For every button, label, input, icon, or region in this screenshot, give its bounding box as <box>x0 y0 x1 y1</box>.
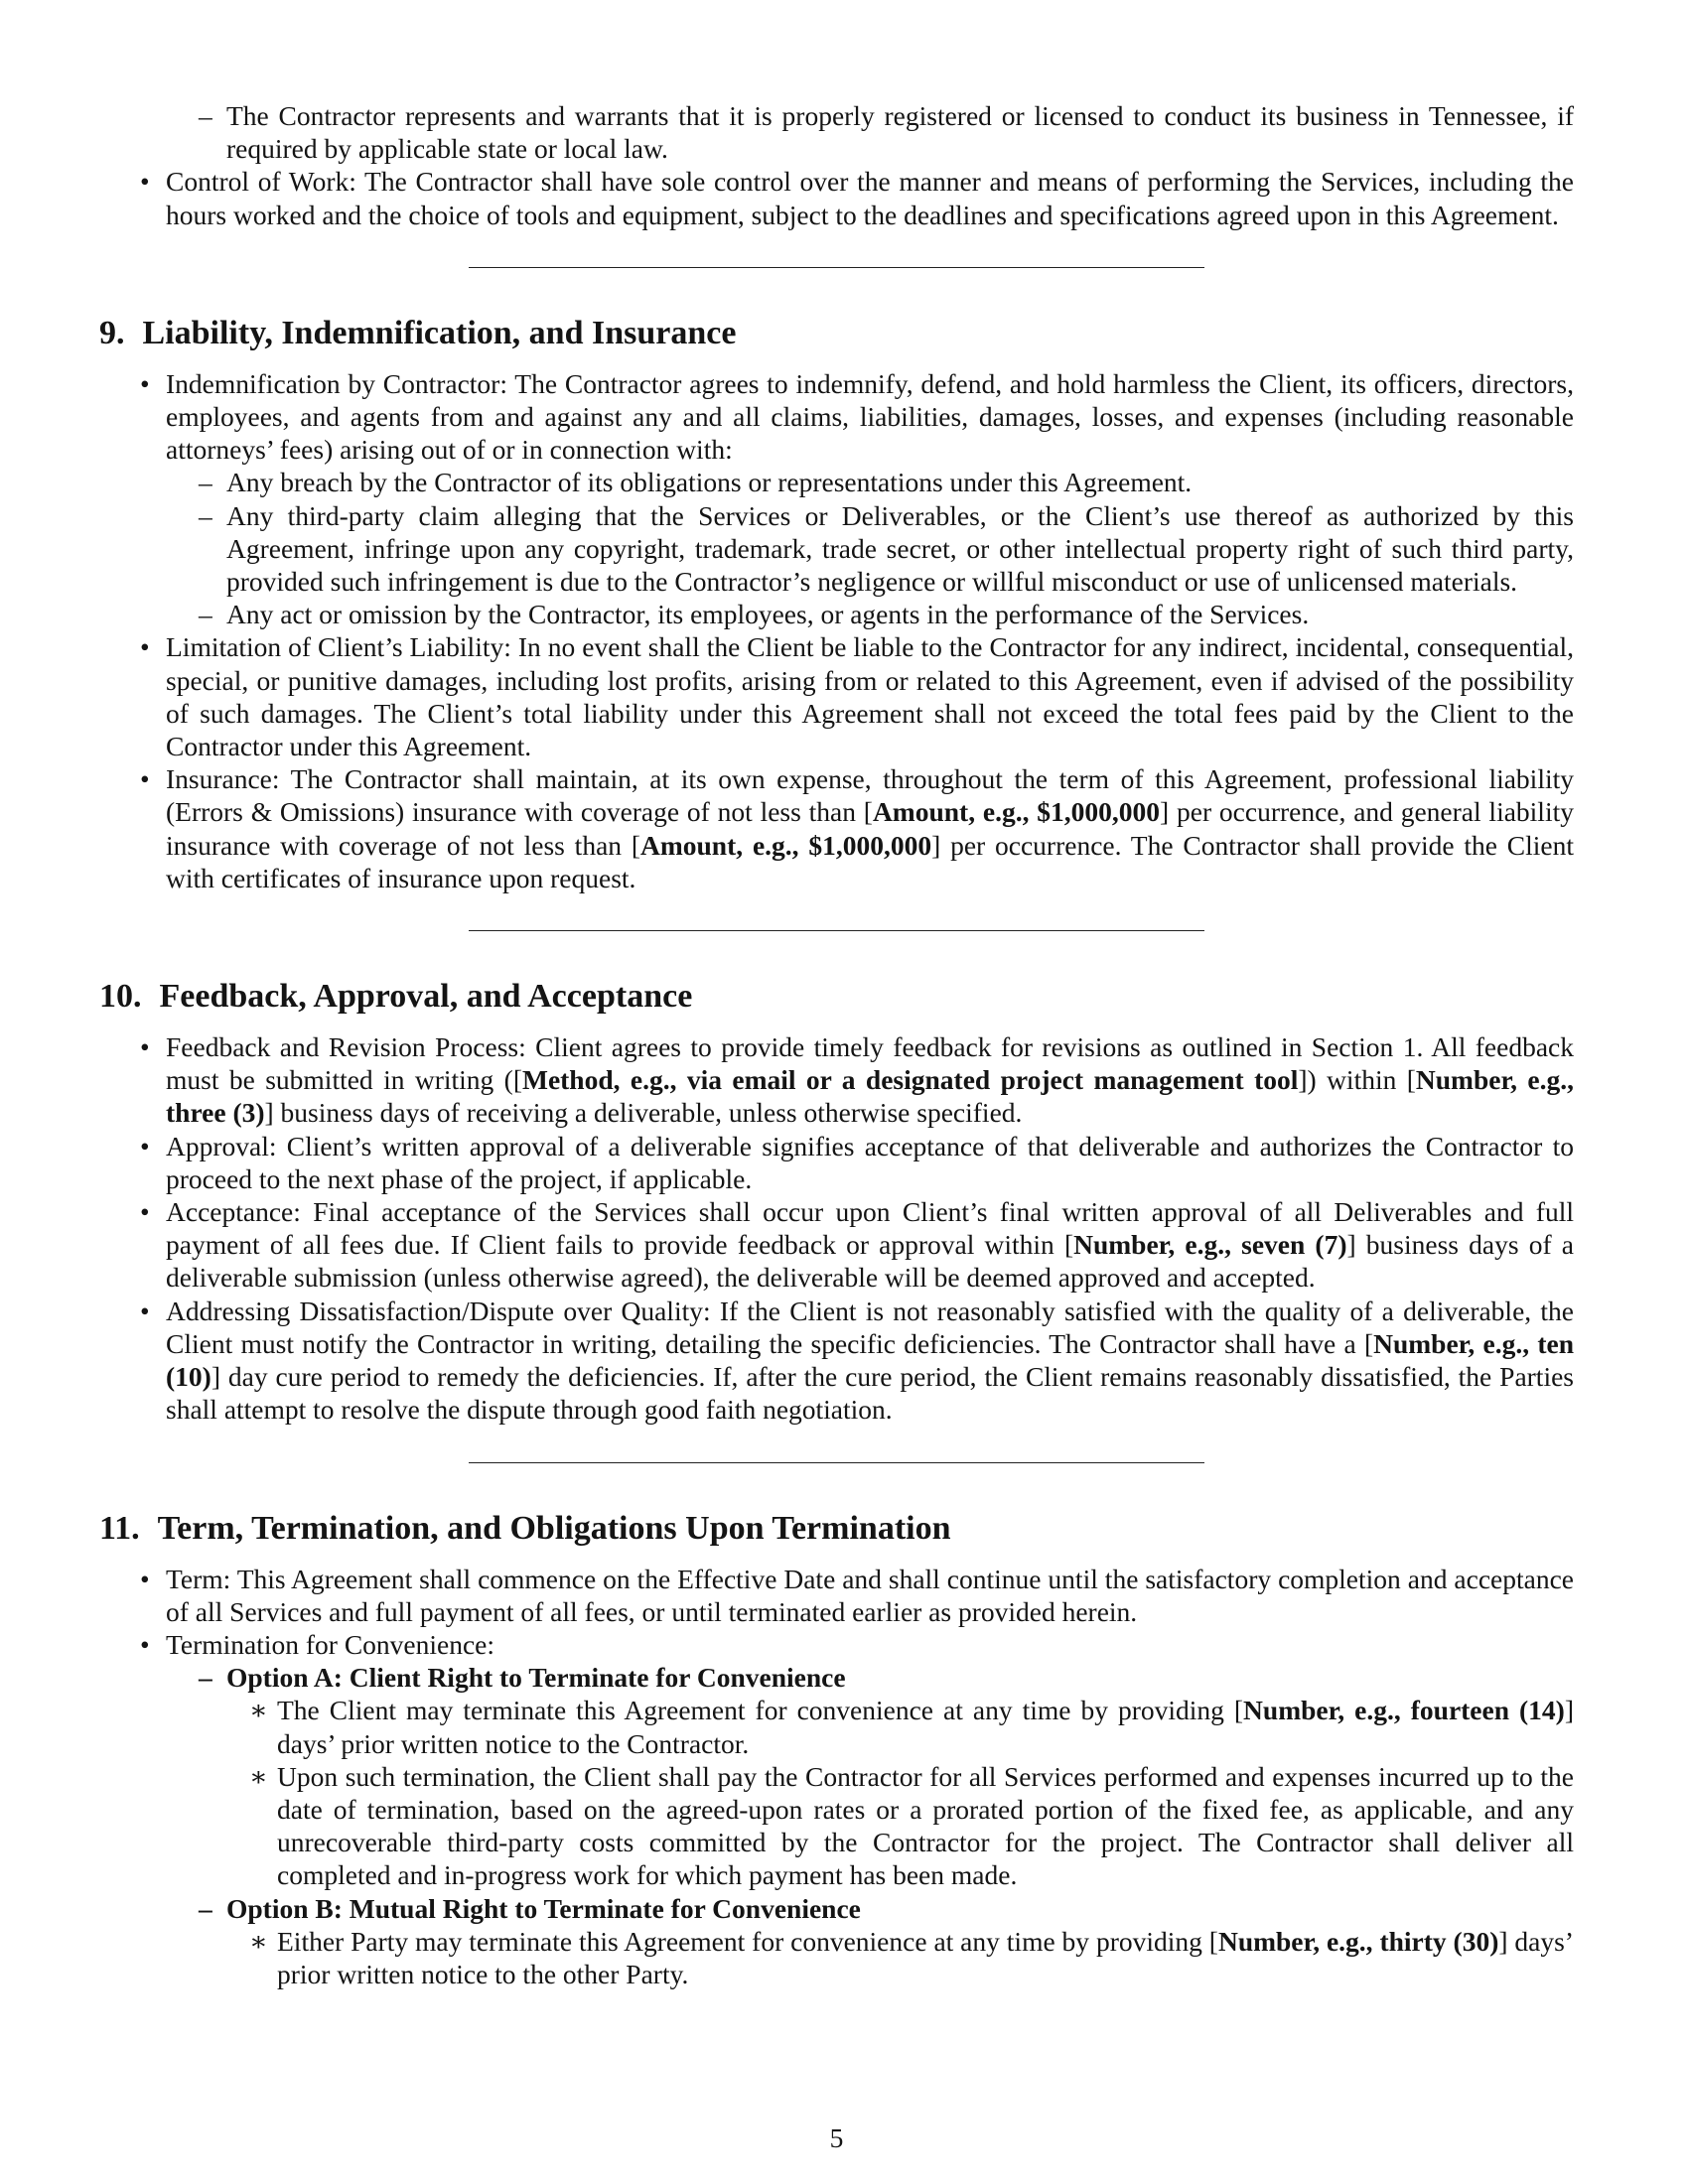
point-text: ] days’ prior written notice to the other Party. <box>277 1925 1574 1989</box>
option-title: Option A: Client Right to Terminate for Convenience <box>226 1662 846 1694</box>
list-item-dissatisfaction <box>99 1295 1574 1427</box>
dash-marker: – <box>199 1892 212 1924</box>
list-item-approval <box>99 1130 1574 1195</box>
placeholder-number: Number, e.g., fourteen (14) <box>1243 1695 1565 1726</box>
item-text: Termination for Convenience: <box>166 1628 495 1660</box>
option-b-heading <box>99 1892 1574 1925</box>
placeholder-number: Number, e.g., seven (7) <box>1073 1229 1347 1261</box>
sub-item-text: The Contractor represents and warrants that it is properly registered or licensed to conduct its business in Tennessee, if required by applicable state or local law. <box>226 100 1574 165</box>
bullet-marker: • <box>140 1295 150 1326</box>
option-a-heading <box>99 1661 1574 1694</box>
section-title: Liability, Indemnification, and Insurance <box>142 314 737 351</box>
list-item-acceptance <box>99 1195 1574 1295</box>
section-divider <box>469 267 1204 268</box>
dash-marker: – <box>199 499 212 531</box>
bullet-marker: • <box>140 631 150 663</box>
section-number: 10. <box>99 978 142 1016</box>
item-text: Control of Work: The Contractor shall have sole control over the manner and means of performing the Services, including the hours worked and the choice of tools and equipment, subject to the deadlines and specifications agreed upon in this Agreement. <box>166 166 1574 230</box>
bullet-marker: • <box>140 1031 150 1063</box>
item-text: ] day cure period to remedy the deficiencies. If, after the cure period, the Client remains reasonably dissatisfied, the Parties shall attempt to resolve the dispute through good faith negotiation. <box>166 1361 1574 1426</box>
point-text: The Client may terminate this Agreement for convenience at any time by providing [ <box>277 1695 1244 1726</box>
placeholder-number: Number, e.g., three (3) <box>166 1064 1574 1129</box>
point-text: ] days’ prior written notice to the Contractor. <box>277 1695 1575 1759</box>
item-text: Addressing Dissatisfaction/Dispute over Quality: If the Client is not reasonably satisfied with the quality of a deliverable, the Client must notify the Contractor in writing, detailing the specific deficiencies. The Contractor shall have a [ <box>166 1295 1574 1359</box>
list-item-termination-for-convenience <box>99 1628 1574 1661</box>
dash-marker: – <box>199 467 212 498</box>
sub-list-item-third-party-claim <box>99 499 1574 599</box>
section-number: 9. <box>99 314 125 351</box>
section-heading-11 <box>99 1509 1574 1549</box>
placeholder-amount: Amount, e.g., $1,000,000 <box>640 829 932 861</box>
list-item-control-of-work <box>99 165 1574 230</box>
page-number: 5 <box>829 2122 844 2153</box>
star-marker: ∗ <box>249 1925 268 1957</box>
section-title: Term, Termination, and Obligations Upon Termination <box>157 1509 951 1547</box>
item-text: ]) within [ <box>1298 1064 1416 1096</box>
sub-list-item-act-or-omission <box>99 598 1574 630</box>
option-a-point-payment <box>99 1760 1574 1892</box>
section-divider <box>469 1462 1204 1463</box>
sub-item-text: Any act or omission by the Contractor, its employees, or agents in the performance of the Services. <box>226 599 1310 630</box>
list-item-feedback-revision <box>99 1030 1574 1130</box>
dash-marker: – <box>199 599 212 630</box>
point-text: Upon such termination, the Client shall pay the Contractor for all Services performed and expenses incurred up to the date of termination, based on the agreed-upon rates or a prorated portion of the fixed fee, as applicable, and any unrecoverable third-party costs committed by the Contractor for the project. The Contractor shall deliver all completed and in-progress work for which payment has been made. <box>277 1760 1574 1891</box>
option-a-point-notice <box>99 1694 1574 1759</box>
list-item-indemnification <box>99 367 1574 467</box>
item-text: ] business days of receiving a deliverable, unless otherwise specified. <box>264 1097 1023 1129</box>
item-text: Indemnification by Contractor: The Contractor agrees to indemnify, defend, and hold harmless the Client, its officers, directors, employees, and agents from and against any and all claims, liabilities, damages, losses, and expenses (including reasonable attorneys’ fees) arising out of or in connection with: <box>166 367 1574 466</box>
item-text: Approval: Client’s written approval of a deliverable signifies acceptance of that deliverable and authorizes the Contractor to proceed to the next phase of the project, if applicable. <box>166 1130 1574 1194</box>
list-item-limitation-of-liability <box>99 630 1574 762</box>
star-marker: ∗ <box>249 1760 268 1792</box>
bullet-marker: • <box>140 1196 150 1228</box>
sub-item-text: Any third-party claim alleging that the Services or Deliverables, or the Client’s use thereof as authorized by this Agreement, infringe upon any copyright, trademark, trade secret, or other intellectual property right of such third party, provided such infringement is due to the Contractor’s negligence or willful misconduct or use of unlicensed materials. <box>226 499 1574 598</box>
page-content <box>99 99 1574 1990</box>
item-text: Insurance: The Contractor shall maintain, at its own expense, throughout the term of this Agreement, professional liability (Errors & Omissions) insurance with coverage of not less than [ <box>166 763 1574 828</box>
star-marker: ∗ <box>249 1695 268 1726</box>
sub-list-item-registration <box>99 99 1574 165</box>
sub-item-text: Any breach by the Contractor of its obligations or representations under this Agreement. <box>226 467 1193 498</box>
placeholder-method: Method, e.g., via email or a designated project management tool <box>521 1064 1299 1096</box>
placeholder-amount: Amount, e.g., $1,000,000 <box>872 796 1161 828</box>
list-item-insurance <box>99 762 1574 894</box>
bullet-marker: • <box>140 1628 150 1660</box>
bullet-marker: • <box>140 1130 150 1161</box>
item-text: Limitation of Client’s Liability: In no event shall the Client be liable to the Contractor for any indirect, incidental, consequential, special, or punitive damages, including lost profits, arising from or related to this Agreement, even if advised of the possibility of such damages. The Client’s total liability under this Agreement shall not exceed the total fees paid by the Client to the Contractor under this Agreement. <box>166 631 1574 762</box>
dash-marker: – <box>199 1662 212 1694</box>
option-b-point-notice <box>99 1925 1574 1990</box>
option-title: Option B: Mutual Right to Terminate for Convenience <box>226 1892 861 1924</box>
section-heading-10 <box>99 977 1574 1017</box>
item-text: ] per occurrence. The Contractor shall provide the Client with certificates of insurance upon request. <box>166 829 1574 893</box>
bullet-marker: • <box>140 166 150 198</box>
item-text: ] business days of a deliverable submission (unless otherwise agreed), the deliverable will be deemed approved and accepted. <box>166 1229 1574 1294</box>
dash-marker: – <box>199 100 212 131</box>
bullet-marker: • <box>140 367 150 399</box>
placeholder-number: Number, e.g., thirty (30) <box>1217 1925 1499 1957</box>
item-text: ] per occurrence, and general liability insurance with coverage of not less than [ <box>166 796 1574 861</box>
item-text: Term: This Agreement shall commence on the Effective Date and shall continue until the satisfactory completion and acceptance of all Services and full payment of all fees, or until terminated earlier as provided herein. <box>166 1563 1574 1627</box>
section-title: Feedback, Approval, and Acceptance <box>159 978 693 1016</box>
item-text: Feedback and Revision Process: Client agrees to provide timely feedback for revisions as outlined in Section 1. All feedback must be submitted in writing ([ <box>166 1031 1574 1096</box>
bullet-marker: • <box>140 1563 150 1594</box>
item-text: Acceptance: Final acceptance of the Services shall occur upon Client’s final written approval of all Deliverables and full payment of all fees due. If Client fails to provide feedback or approval within [ <box>166 1196 1574 1261</box>
list-item-term <box>99 1563 1574 1628</box>
point-text: Either Party may terminate this Agreement for convenience at any time by providing [ <box>277 1925 1218 1957</box>
placeholder-number: Number, e.g., ten (10) <box>166 1327 1574 1393</box>
section-divider <box>469 930 1204 931</box>
sub-list-item-breach <box>99 466 1574 498</box>
section-heading-9 <box>99 314 1574 353</box>
section-number: 11. <box>99 1509 140 1547</box>
bullet-marker: • <box>140 763 150 795</box>
